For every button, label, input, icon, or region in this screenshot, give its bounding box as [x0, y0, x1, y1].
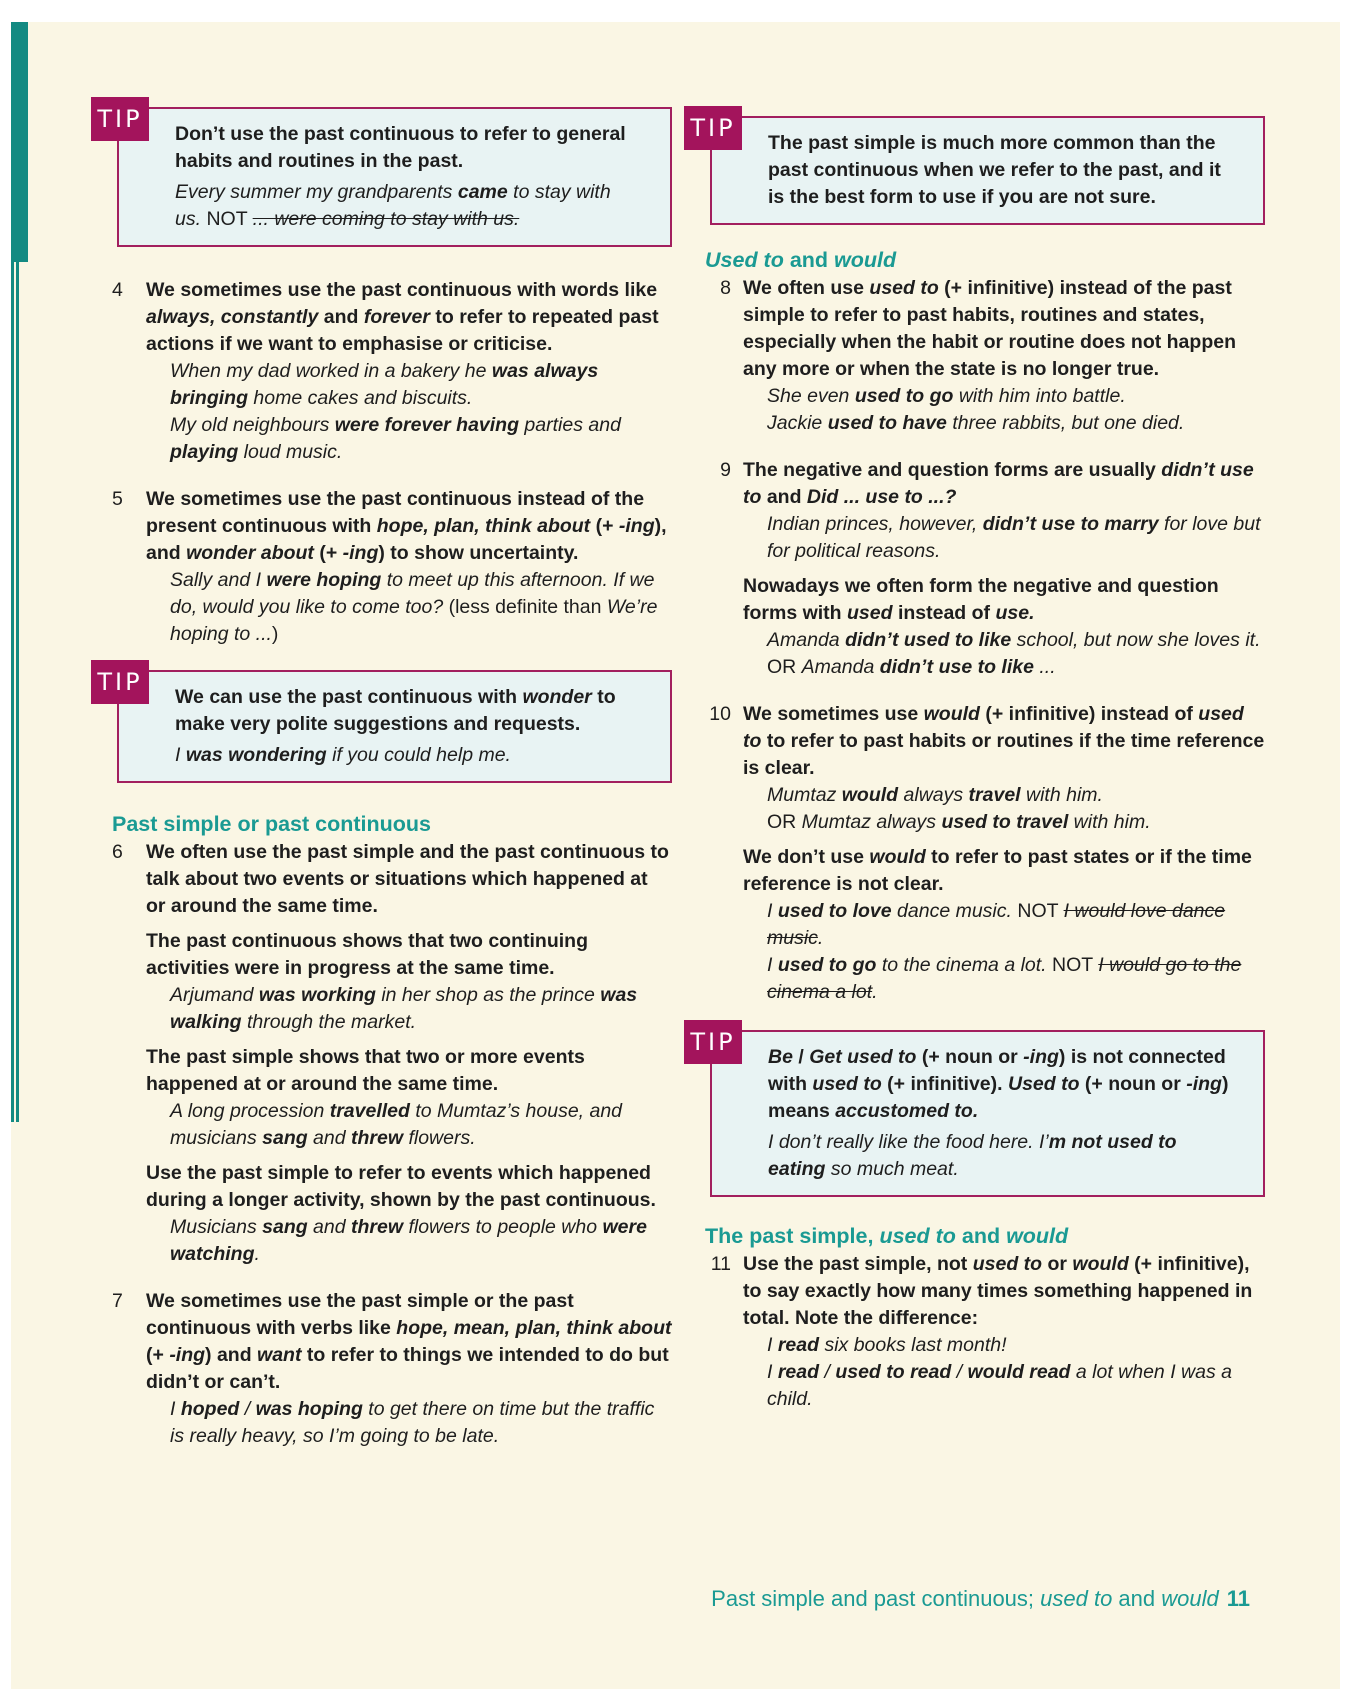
- example: Musicians sang and threw flowers to people who were watching.: [170, 1216, 647, 1265]
- example: My old neighbours were forever having parties and playing loud music.: [170, 414, 621, 463]
- sub-rule: Nowadays we often form the negative and question forms with used instead of use.: [743, 575, 1219, 624]
- item-number: 9: [720, 459, 731, 481]
- sub-rule: We don’t use would to refer to past states or if the time reference is not clear.: [743, 846, 1252, 895]
- tip-text: Be / Get used to (+ noun or -ing) is not connected with used to (+ infinitive). Used to (+ noun or -ing) means accustomed to.: [768, 1046, 1229, 1122]
- page-number: 11: [1226, 1586, 1250, 1611]
- rule-item-6: [112, 839, 672, 1268]
- rule-item-9: [705, 457, 1265, 681]
- example: Jackie used to have three rabbits, but one died.: [767, 412, 1185, 434]
- rule-text: We sometimes use the past simple or the past continuous with verbs like hope, mean, plan, think about (+ -ing) and want to refer to things we intended to do but didn’t or can’t.: [146, 1290, 672, 1393]
- tip-text: The past simple is much more common than the past continuous when we refer to the past, and it is the best form to use if you are not sure.: [768, 132, 1221, 208]
- rule-text: The negative and question forms are usually didn’t use to and Did ... use to ...?: [743, 459, 1254, 508]
- example: I read six books last month!: [767, 1334, 1007, 1356]
- rule-item-11: [705, 1251, 1265, 1413]
- example: Amanda didn’t used to like school, but now she loves it. OR Amanda didn’t use to like ...: [767, 629, 1261, 678]
- example: Indian princes, however, didn’t use to marry for love but for political reasons.: [767, 513, 1261, 562]
- sub-rule: The past continuous shows that two continuing activities were in progress at the same time.: [146, 930, 588, 979]
- rule-item-10: [705, 701, 1265, 1006]
- sub-rule: The past simple shows that two or more events happened at or around the same time.: [146, 1046, 585, 1095]
- sidebar-accent-bar: [11, 22, 28, 262]
- item-number: 4: [112, 279, 123, 301]
- page-footer: Past simple and past continuous; used to and would 11: [711, 1586, 1250, 1611]
- tip-box-2: [97, 668, 672, 783]
- tip-text: Don’t use the past continuous to refer to general habits and routines in the past.: [175, 123, 626, 172]
- example: I used to love dance music. NOT I would love dance music.: [767, 900, 1226, 949]
- rule-item-5: [112, 486, 672, 648]
- example: Sally and I were hoping to meet up this afternoon. If we do, would you like to come too? (less definite than We’re hoping to ...): [170, 569, 658, 645]
- example: A long procession travelled to Mumtaz’s house, and musicians sang and threw flowers.: [170, 1100, 623, 1149]
- rule-item-4: [112, 277, 672, 466]
- item-number: 10: [709, 703, 731, 725]
- tip-example: Every summer my grandparents came to stay with us. NOT ... were coming to stay with us.: [175, 181, 611, 230]
- rule-text: We sometimes use would (+ infinitive) instead of used to to refer to past habits or routines if the time reference is clear.: [743, 703, 1265, 779]
- rule-item-8: [705, 275, 1265, 437]
- example: I read / used to read / would read a lot when I was a child.: [767, 1361, 1232, 1410]
- tip-box-3: [690, 114, 1265, 225]
- rule-text: We often use the past simple and the past continuous to talk about two events or situations which happened at or around the same time.: [146, 841, 669, 917]
- item-number: 5: [112, 488, 123, 510]
- example: I used to go to the cinema a lot. NOT I would go to the cinema a lot.: [767, 954, 1242, 1003]
- right-column: [690, 110, 1265, 1413]
- rule-text: We often use used to (+ infinitive) instead of the past simple to refer to past habits, routines and states, especially when the habit or routine does not happen any more or when the state is no longer true.: [743, 277, 1236, 380]
- example: She even used to go with him into battle.: [767, 385, 1126, 407]
- example: Arjumand was working in her shop as the prince was walking through the market.: [170, 984, 638, 1033]
- example: When my dad worked in a bakery he was always bringing home cakes and biscuits.: [170, 360, 599, 409]
- section-heading: Past simple or past continuous: [112, 812, 431, 836]
- example: OR Mumtaz always used to travel with him.: [767, 811, 1151, 833]
- item-number: 8: [720, 277, 731, 299]
- tip-label: TIP: [684, 106, 742, 150]
- tip-box-4: [690, 1028, 1265, 1197]
- section-heading: The past simple, used to and would: [705, 1224, 1069, 1248]
- item-number: 6: [112, 841, 123, 863]
- section-heading: Used to and would: [705, 248, 897, 272]
- tip-text: We can use the past continuous with wonder to make very polite suggestions and requests.: [175, 686, 616, 735]
- sub-rule: Use the past simple to refer to events which happened during a longer activity, shown by the past continuous.: [146, 1162, 656, 1211]
- example: Mumtaz would always travel with him.: [767, 784, 1103, 806]
- tip-box-1: [97, 105, 672, 247]
- example: I hoped / was hoping to get there on time but the traffic is really heavy, so I’m going to be late.: [170, 1398, 655, 1447]
- left-column: [97, 105, 672, 1450]
- rule-text: Use the past simple, not used to or would (+ infinitive), to say exactly how many times something happened in total. Note the difference:: [743, 1253, 1253, 1329]
- tip-label: TIP: [91, 660, 149, 704]
- rule-text: We sometimes use the past continuous instead of the present continuous with hope, plan, think about (+ -ing), and wonder about (+ -ing) to show uncertainty.: [146, 488, 667, 564]
- tip-example: I was wondering if you could help me.: [175, 744, 511, 766]
- rule-text: We sometimes use the past continuous with words like always, constantly and forever to refer to repeated past actions if we want to emphasise or criticise.: [146, 279, 659, 355]
- tip-label: TIP: [91, 97, 149, 141]
- tip-label: TIP: [684, 1020, 742, 1064]
- sidebar-accent-line: [11, 262, 19, 1122]
- rule-item-7: [112, 1288, 672, 1450]
- item-number: 7: [112, 1290, 123, 1312]
- item-number: 11: [710, 1253, 731, 1275]
- tip-example: I don’t really like the food here. I’m not used to eating so much meat.: [768, 1131, 1177, 1180]
